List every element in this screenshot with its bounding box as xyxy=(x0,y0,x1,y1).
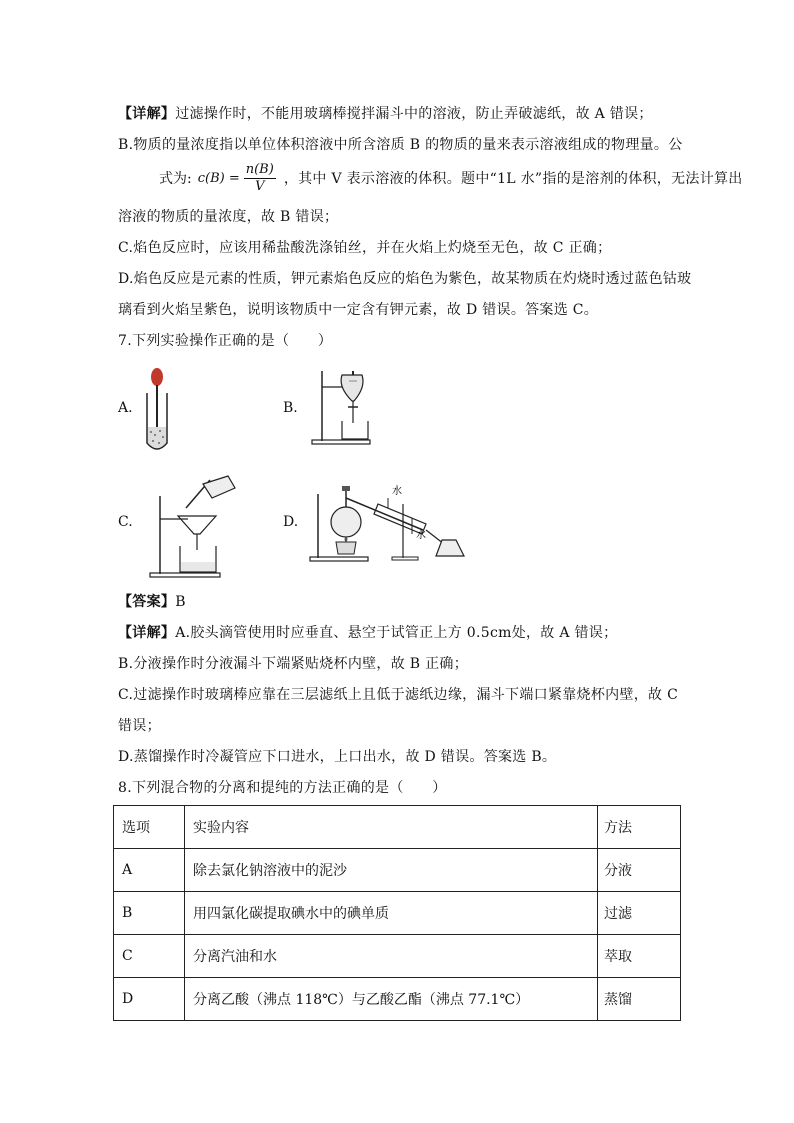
row-method: 过滤 xyxy=(598,892,681,935)
q6-explanation-line-5: C.焰色反应时，应该用稀盐酸洗涤铂丝，并在火焰上灼烧至无色，故 C 正确； xyxy=(118,240,612,256)
alcohol-lamp xyxy=(336,542,356,554)
q7-option-b-label: B. xyxy=(283,400,298,416)
formula-numerator: n(B) xyxy=(245,161,274,177)
q6-explanation-line-2: B.物质的量浓度指以单位体积溶液中所含溶质 B 的物质的量来表示溶液组成的物理量。公 xyxy=(118,137,683,153)
q6-explanation-label: 【详解】 xyxy=(118,106,176,122)
dropper-test-tube-figure xyxy=(140,365,180,455)
row-option: D xyxy=(114,978,185,1021)
table-row xyxy=(114,935,681,978)
q6-explanation-text-1: 过滤操作时，不能用玻璃棒搅拌漏斗中的溶液，防止弄破滤纸，故 A 错误； xyxy=(175,106,653,122)
q7-explanation-line-1 xyxy=(118,623,617,643)
q7-question: 7.下列实验操作正确的是（ ） xyxy=(118,333,333,349)
q7-answer-label: 【答案】 xyxy=(118,594,176,610)
dropper-bulb xyxy=(151,368,163,386)
row-content: 用四氯化碳提取碘水中的碘单质 xyxy=(185,892,598,935)
water-label-top: 水 xyxy=(392,486,402,497)
q6-explanation-line-6: D.焰色反应是元素的性质，钾元素焰色反应的焰色为紫色，故某物质在灼烧时透过蓝色钴玻 xyxy=(118,271,692,287)
filtrate xyxy=(181,562,215,571)
distilling-flask xyxy=(331,507,361,537)
q7-explanation-line-2: B.分液操作时分液漏斗下端紧贴烧杯内壁，故 B 正确； xyxy=(118,656,469,672)
q6-explanation-line-1 xyxy=(118,104,653,124)
q7-explanation-line-5: D.蒸馏操作时冷凝管应下口进水，上口出水，故 D 错误。答案选 B。 xyxy=(118,749,557,765)
q6-explanation-line-4: 溶液的物质的量浓度，故 B 错误； xyxy=(118,209,339,225)
flask-stopper xyxy=(342,486,350,491)
q7-option-d-label: D. xyxy=(283,514,299,530)
q8-question: 8.下列混合物的分离和提纯的方法正确的是（ ） xyxy=(118,780,447,796)
filtration-figure xyxy=(148,474,238,584)
q7-option-c-label: C. xyxy=(118,514,133,530)
q7-explanation-label: 【详解】 xyxy=(118,625,176,641)
water-label-bottom: 水 xyxy=(416,530,426,541)
header-option: 选项 xyxy=(114,806,185,849)
header-content: 实验内容 xyxy=(185,806,598,849)
table-row xyxy=(114,849,681,892)
row-content: 分离乙酸（沸点 118℃）与乙酸乙酯（沸点 77.1℃） xyxy=(185,978,598,1021)
receiving-flask xyxy=(436,540,464,556)
q8-table xyxy=(113,805,681,1021)
distillation-figure xyxy=(308,474,470,564)
table-row xyxy=(114,892,681,935)
q6-explanation-line-7: 璃看到火焰呈紫色，说明该物质中一定含有钾元素，故 D 错误。答案选 C。 xyxy=(118,302,599,318)
q7-answer-value: B xyxy=(175,594,186,610)
table-header-row xyxy=(114,806,681,849)
iron-stand-base xyxy=(312,440,370,444)
formula-denominator: V xyxy=(255,178,265,194)
row-method: 分液 xyxy=(598,849,681,892)
row-method: 萃取 xyxy=(598,935,681,978)
row-content: 分离汽油和水 xyxy=(185,935,598,978)
row-option: B xyxy=(114,892,185,935)
row-method: 蒸馏 xyxy=(598,978,681,1021)
header-method: 方法 xyxy=(598,806,681,849)
q7-option-a-label: A. xyxy=(118,400,133,416)
second-stand-base xyxy=(392,557,418,560)
q7-explanation-line-3: C.过滤操作时玻璃棒应靠在三层滤纸上且低于滤纸边缘，漏斗下端口紧靠烧杯内壁，故 C xyxy=(118,687,679,703)
q6-explanation-text-3: ，其中 V 表示溶液的体积。题中“1L 水”指的是溶剂的体积，无法计算出 xyxy=(283,171,743,187)
row-option: C xyxy=(114,935,185,978)
q7-explanation-text-1: A.胶头滴管使用时应垂直、悬空于试管正上方 0.5cm处，故 A 错误； xyxy=(175,625,618,641)
funnel-body xyxy=(341,375,363,401)
pouring-beaker xyxy=(203,476,235,498)
separatory-funnel-figure xyxy=(308,365,378,447)
row-option: A xyxy=(114,849,185,892)
beaker xyxy=(342,421,368,439)
q7-answer xyxy=(118,592,186,612)
formula-fraction xyxy=(244,162,276,195)
table-row xyxy=(114,978,681,1021)
row-content: 除去氯化钠溶液中的泥沙 xyxy=(185,849,598,892)
iron-stand-base xyxy=(150,573,220,577)
q7-explanation-line-4: 错误； xyxy=(118,718,161,734)
iron-stand-base xyxy=(310,557,368,561)
formula-lhs: c(B) = xyxy=(197,170,240,186)
formula-prefix: 式为: xyxy=(159,171,192,187)
concentration-formula xyxy=(159,158,743,198)
